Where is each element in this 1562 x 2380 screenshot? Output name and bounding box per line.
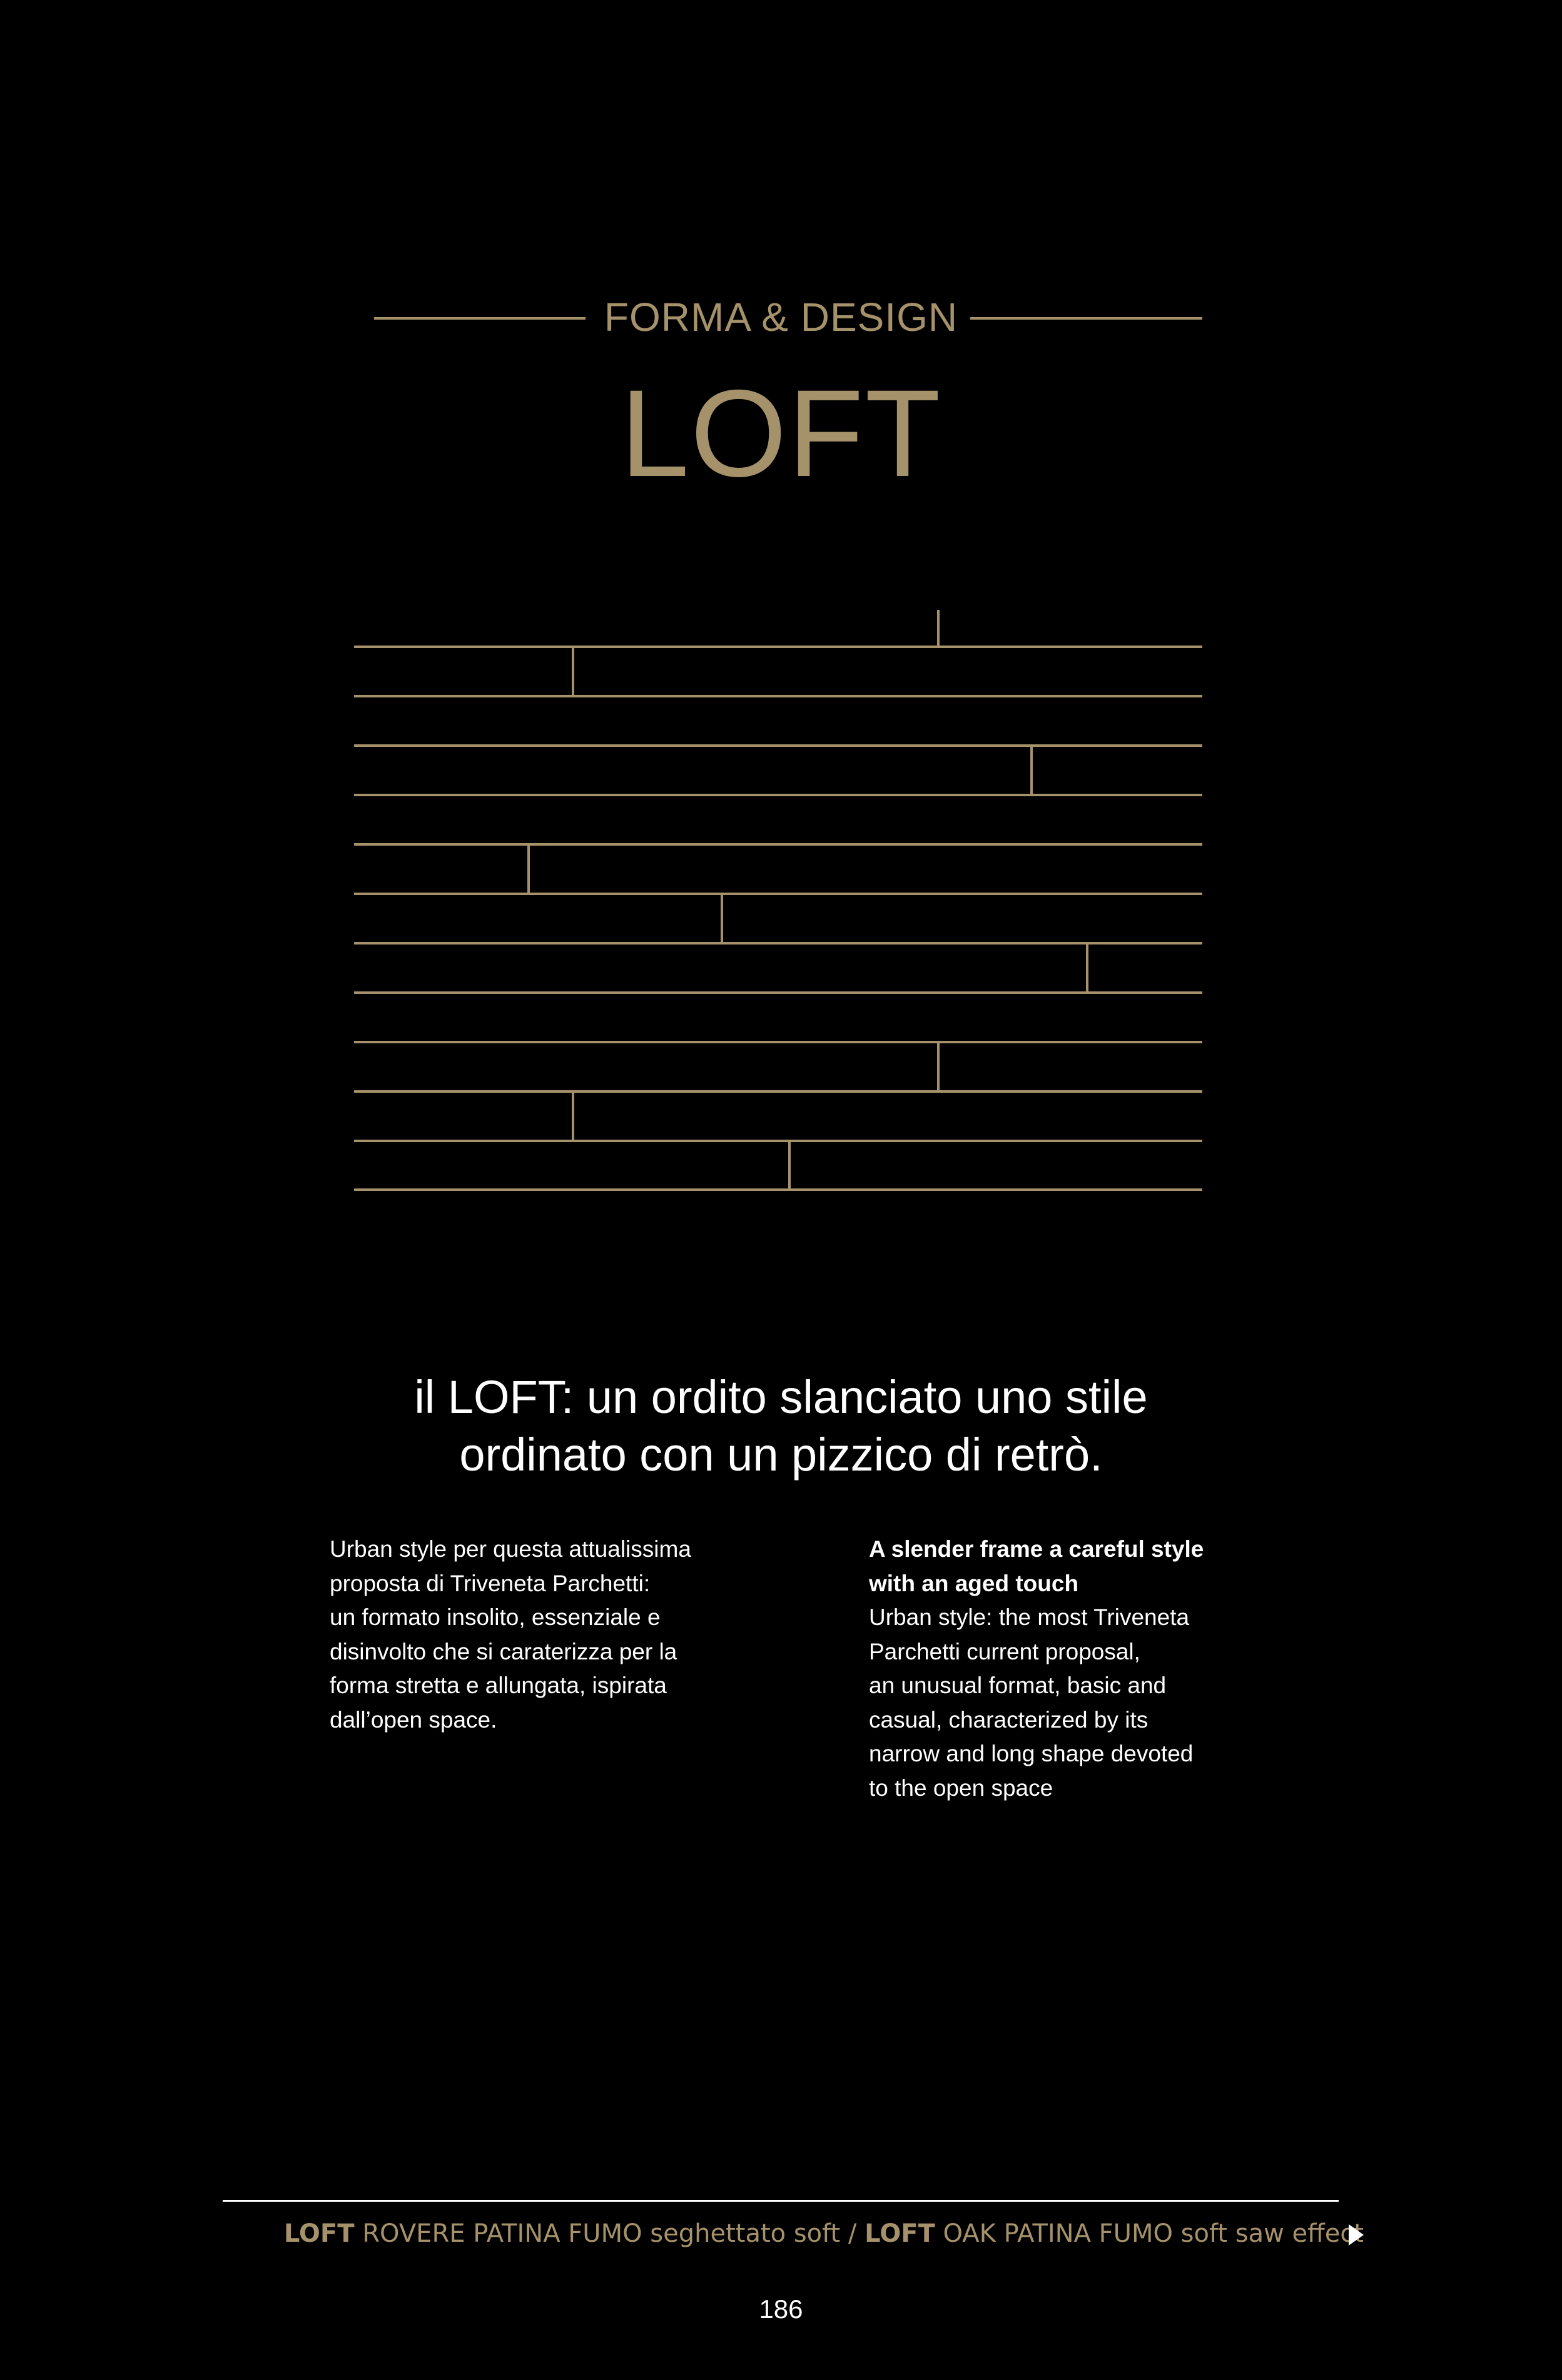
play-arrow-icon[interactable] bbox=[1349, 2224, 1364, 2246]
footer-caption-it: ROVERE PATINA FUMO seghettato soft / bbox=[354, 2219, 865, 2248]
footer-brand-it: LOFT bbox=[283, 2219, 355, 2248]
tagline-line: il LOFT: un ordito slanciato uno stile bbox=[414, 1371, 1148, 1423]
tagline-line: ordinato con un pizzico di retrò. bbox=[459, 1429, 1103, 1481]
english-text-line: casual, characterized by its bbox=[869, 1706, 1149, 1733]
header-rule-right bbox=[970, 317, 1202, 320]
tagline bbox=[0, 1369, 1562, 1484]
italian-text-line: un formato insolito, essenziale e bbox=[330, 1604, 661, 1630]
english-text-line: to the open space bbox=[869, 1775, 1053, 1801]
page-number: 186 bbox=[759, 2294, 803, 2324]
page-title: LOFT bbox=[620, 364, 942, 502]
footer-caption-en: OAK PATINA FUMO soft saw effect bbox=[935, 2219, 1364, 2248]
italian-description bbox=[330, 1532, 730, 1737]
header-rule-left bbox=[374, 317, 586, 320]
english-description bbox=[869, 1532, 1269, 1805]
italian-text-line: dall’open space. bbox=[330, 1706, 497, 1733]
english-text-line: an unusual format, basic and bbox=[869, 1673, 1167, 1698]
italian-text-line: forma stretta e allungata, ispirata bbox=[330, 1673, 667, 1698]
italian-text-line: Urban style per questa attualissima bbox=[330, 1536, 691, 1562]
english-heading-line: with an aged touch bbox=[869, 1570, 1079, 1596]
footer-caption bbox=[0, 2215, 1364, 2252]
english-text-line: Urban style: the most Triveneta bbox=[869, 1604, 1190, 1630]
italian-text-line: disinvolto che si caraterizza per la bbox=[330, 1638, 677, 1664]
english-text-line: Parchetti current proposal, bbox=[869, 1638, 1140, 1664]
footer-brand-en: LOFT bbox=[865, 2219, 935, 2248]
english-text-line: narrow and long shape devoted bbox=[869, 1741, 1194, 1766]
english-heading-line: A slender frame a careful style bbox=[869, 1536, 1204, 1562]
italian-text-line: proposta di Triveneta Parchetti: bbox=[330, 1570, 651, 1596]
footer-rule bbox=[223, 2200, 1339, 2202]
section-label: FORMA & DESIGN bbox=[604, 295, 958, 340]
